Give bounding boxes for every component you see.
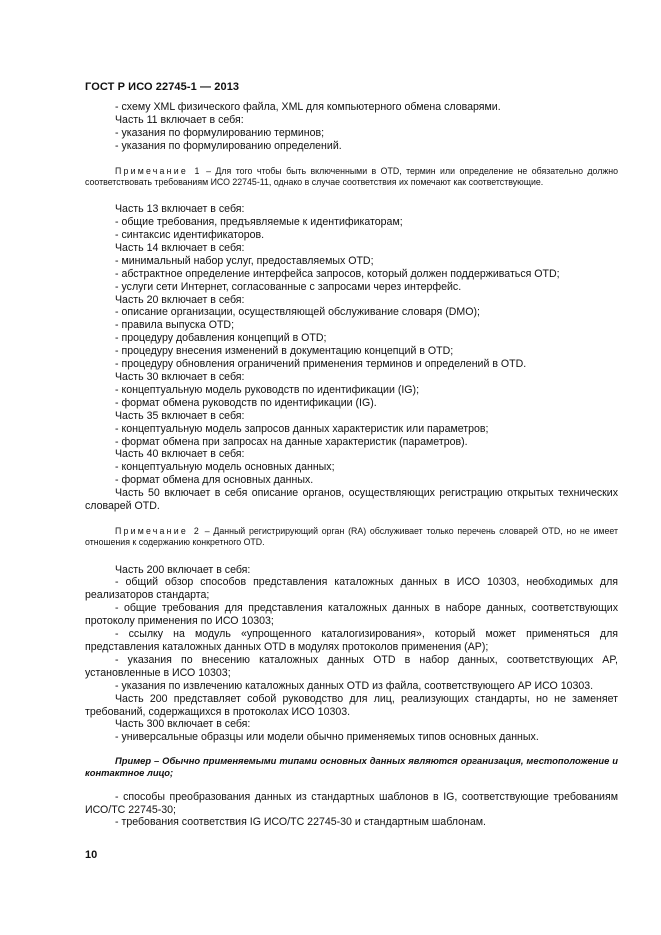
list-item: - минимальный набор услуг, предоставляемых OTD; (115, 254, 374, 267)
part200-summary: Часть 200 представляет собой руководство для лиц, реализующих стандарты, но не заменяет требований, содержащихся в протоколах ИСО 10303. (85, 692, 618, 718)
section-heading: Часть 13 включает в себя: (115, 203, 245, 216)
part50-paragraph: Часть 50 включает в себя описание органов, осуществляющих регистрацию открытых технических словарей OTD. (85, 487, 618, 513)
list-item: - формат обмена для основных данных. (115, 474, 314, 487)
list-item: - способы преобразования данных из стандартных шаблонов в IG, соответствующие требованиям ИСО/ТС 22745-30; (85, 790, 618, 816)
part300-list-continued (85, 791, 618, 830)
note-text: – Для того чтобы быть включенными в OTD, термин или определение не обязательно должно соответствовать требованиям ИСО 22745-11, однако в случае соответствия их помечают как соответствующие. (85, 165, 618, 187)
list-item: - указания по формулированию терминов; (115, 126, 325, 139)
section-heading: Часть 200 включает в себя: (115, 563, 251, 576)
page-number: 10 (85, 849, 98, 861)
list-item: - концептуальную модель руководств по идентификации (IG); (115, 383, 420, 396)
list-item: - описание организации, осуществляющей обслуживание словаря (DMO); (115, 306, 480, 319)
list-item: - требования соответствия IG ИСО/ТС 22745-30 и стандартным шаблонам. (115, 816, 486, 829)
list-item: - схему XML физического файла, XML для компьютерного обмена словарями. (115, 101, 501, 113)
list-item: - процедуру внесения изменений в документацию концепций в OTD; (115, 345, 454, 358)
document-header: ГОСТ Р ИСО 22745-1 — 2013 (85, 81, 240, 93)
part10-list-tail (85, 101, 618, 153)
list-item: - концептуальную модель запросов данных характеристик или параметров; (115, 422, 489, 435)
parts-list (85, 203, 618, 487)
section-heading: Часть 20 включает в себя: (115, 293, 245, 306)
list-item: - услуги сети Интернет, согласованные с запросами через интерфейс. (115, 280, 462, 293)
list-item: - процедуру добавления концепций в OTD; (115, 332, 327, 345)
list-item: - правила выпуска OTD; (115, 319, 235, 332)
part200-section (85, 564, 618, 719)
note-label: Примечание 2 (115, 525, 201, 536)
list-item: - указания по формулированию определений. (115, 139, 342, 152)
section-heading: Часть 30 включает в себя: (115, 371, 245, 383)
list-item: - указания по извлечению каталожных данных OTD из файла, соответствующего AP ИСО 10303. (115, 679, 594, 692)
page-body (85, 101, 618, 829)
section-heading: Часть 300 включает в себя: (115, 718, 251, 731)
list-item: - общий обзор способов представления каталожных данных в ИСО 10303, необходимых для реализаторов стандарта; (85, 576, 618, 602)
list-item: - синтаксис идентификаторов. (115, 229, 265, 242)
list-item: - процедуру обновления ограничений применения терминов и определений в OTD. (115, 358, 527, 371)
list-item: - указания по внесению каталожных данных OTD в набор данных, соответствующих AP, установленные в ИСО 10303; (85, 653, 618, 679)
part300-section (85, 718, 618, 744)
note-text: – Данный регистрирующий орган (RA) обслуживает только перечень словарей OTD, но не имеет отношения к содержанию конкретного OTD. (85, 525, 618, 548)
list-item: - формат обмена руководств по идентификации (IG). (115, 396, 377, 409)
section-heading: Часть 35 включает в себя: (115, 409, 245, 422)
section-heading: Часть 11 включает в себя: (115, 113, 244, 126)
note-label: Примечание 1 (115, 165, 202, 176)
list-item: - общие требования для представления каталожных данных в наборе данных, соответствующих протоколу применения по ИСО 10303; (85, 602, 618, 628)
list-item: - ссылку на модуль «упрощенного каталогизирования», который может применяться для представления каталожных данных OTD в модулях протоколов применения (AP); (85, 628, 618, 653)
list-item: - концептуальную модель основных данных; (115, 461, 335, 474)
example-paragraph: Пример – Обычно применяемыми типами основных данных являются организация, местоположение и контактное лицо; (85, 755, 618, 779)
section-heading: Часть 40 включает в себя: (115, 448, 245, 461)
list-item: - общие требования, предъявляемые к идентификаторам; (115, 216, 403, 229)
list-item: - универсальные образцы или модели обычно применяемых типов основных данных. (115, 731, 539, 744)
list-item: - формат обмена при запросах на данные характеристик (параметров). (115, 435, 468, 448)
list-item: - абстрактное определение интерфейса запросов, который должен поддерживаться OTD; (115, 267, 560, 280)
note-1 (85, 166, 618, 189)
section-heading: Часть 14 включает в себя: (115, 241, 245, 254)
note-2 (85, 526, 618, 549)
